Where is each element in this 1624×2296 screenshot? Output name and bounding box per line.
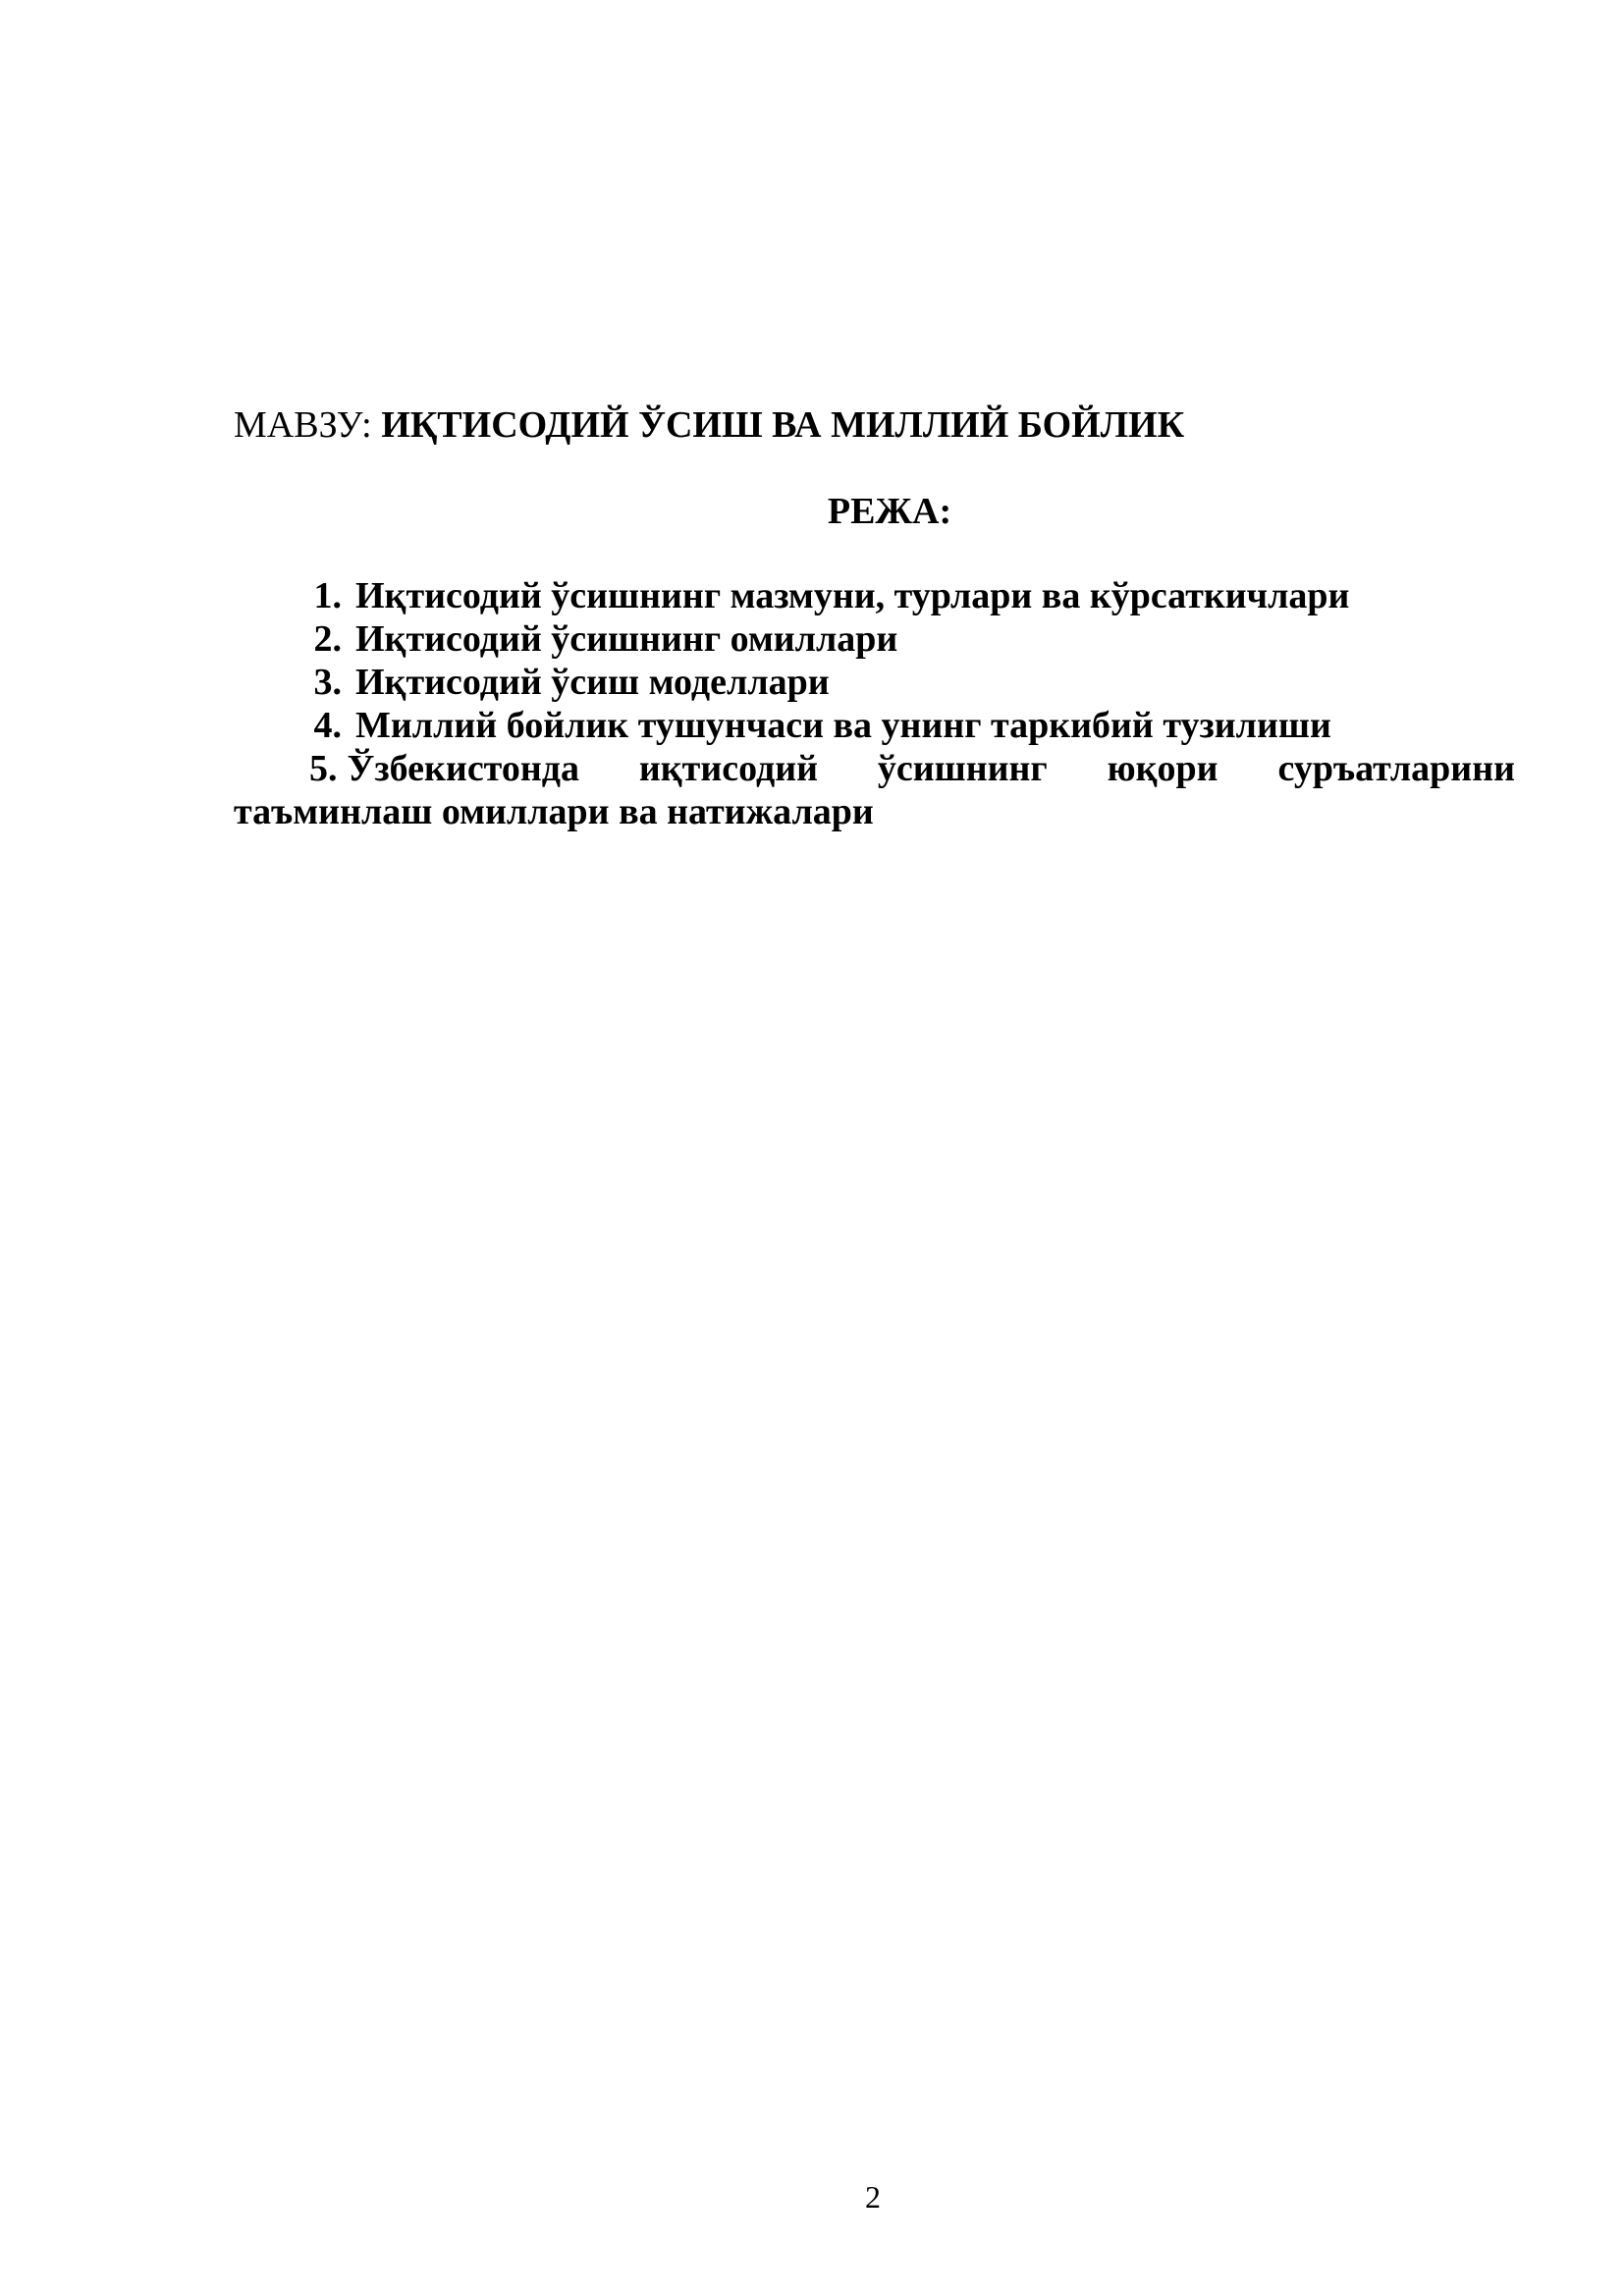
plan-item-text: Ўзбекистонда иқтисодий ўсишнинг юқори суръатларини таъминлаш омиллари ва натижалари bbox=[234, 748, 1515, 832]
plan-list-continued bbox=[234, 747, 1515, 833]
page-number: 2 bbox=[865, 2179, 881, 2215]
plan-item-number: 1. bbox=[313, 575, 342, 616]
plan-item-number: 3. bbox=[313, 662, 342, 703]
plan-item-1 bbox=[234, 574, 1515, 617]
plan-item-3 bbox=[234, 661, 1515, 704]
plan-item-text: Иқтисодий ўсишнинг омиллари bbox=[355, 618, 898, 660]
plan-item-number: 2. bbox=[313, 618, 342, 660]
plan-item-number: 4. bbox=[313, 705, 342, 746]
topic-label: МАВЗУ: bbox=[234, 404, 372, 446]
topic-title bbox=[234, 400, 1510, 450]
plan-item-4 bbox=[234, 704, 1515, 747]
topic-name: ИҚТИСОДИЙ ЎСИШ ВА МИЛЛИЙ БОЙЛИК bbox=[381, 404, 1185, 446]
plan-item-text: Иқтисодий ўсиш моделлари bbox=[355, 662, 830, 703]
plan-item-number: 5. bbox=[309, 748, 338, 789]
plan-item-2 bbox=[234, 617, 1515, 661]
plan-heading: РЕЖА: bbox=[827, 491, 952, 532]
plan-item-text: Миллий бойлик тушунчаси ва унинг таркибий тузилиши bbox=[355, 705, 1331, 746]
plan-item-5 bbox=[234, 747, 1515, 833]
plan-item-text: Иқтисодий ўсишнинг мазмуни, турлари ва кўрсаткичлари bbox=[355, 575, 1350, 616]
plan-list bbox=[234, 574, 1515, 747]
